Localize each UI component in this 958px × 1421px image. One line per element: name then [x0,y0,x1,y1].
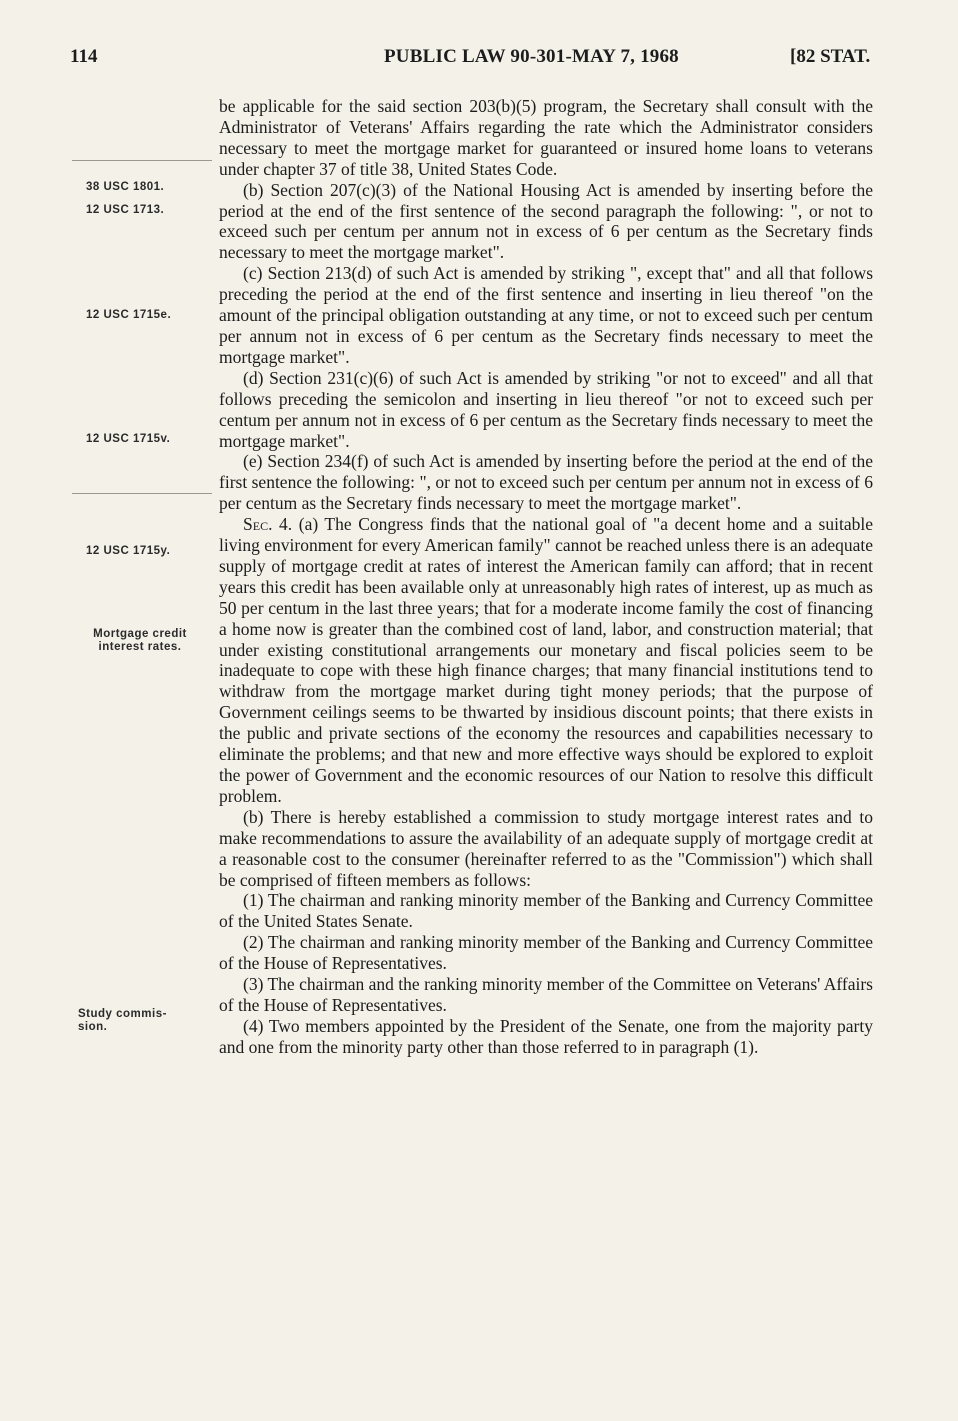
statute-reference: [82 STAT. [790,46,871,67]
margin-citation-38-usc-1801: 38 USC 1801. [86,181,165,193]
margin-rule [72,160,212,161]
statute-body [219,96,873,1058]
section-4-paragraph-b: (b) There is hereby established a commission to study mortgage interest rates and to make recommendations to assure the availability of an adequate supply of mortgage credit at a reasonable cost to the consumer (hereinafter referred to as the "Commission") which shall be comprised of fifteen members as follows: [219,806,873,890]
paragraph-continued: be applicable for the said section 203(b)(5) program, the Secretary shall consult with the Administrator of Veterans' Affairs regarding the rate which the Administrator considers necessary to meet the mortgage market for guaranteed or insured home loans to veterans under chapter 37 of title 38, United States Code. [219,96,873,179]
paragraph-c: (c) Section 213(d) of such Act is amended by striking ", except that" and all that follows preceding the period at the end of the first sentence and inserting in lieu thereof "on the amount of the principal obligation outstanding at any time, or not to exceed such per centum per annum not in excess of 6 per centum as the Secretary finds necessary to meet the mortgage market". [219,263,873,367]
list-item-1: (1) The chairman and ranking minority member of the Banking and Currency Committee of the United States Senate. [219,890,873,932]
section-4a-text: (a) The Congress finds that the national goal of "a decent home and a suitable living environment for every American family" cannot be reached unless there is an adequate supply of mortgage credit at rates of interest the American family can afford; that in recent years this credit has been available only at unreasonably high rates of interest, up as much as 50 per centum in the last three years; that for a moderate income family the cost of financing a home now is greater than the combined cost of land, labor, and construction material; that under existing constitutional arrangements our monetary and fiscal policies seem to be inadequate to cope with these high finance charges; that many financial institutions tend to withdraw from the mortgage market during tight money periods; that the purpose of Government ceilings seems to be thwarted by insidious discount points; that there exists in the public and private sections of the economy the resources and capabilities necessary to eliminate the problems; and that new and more effective ways should be explored to exploit the power of Government and the economic resources of our Nation to resolve this difficult problem. [219,514,873,806]
margin-note-study-commission [78,1008,167,1034]
paragraph-b: (b) Section 207(c)(3) of the National Housing Act is amended by inserting before the period at the end of the first sentence of the second paragraph the following: ", or not to exceed such per centum per annum not in excess of 6 per centum as the Secretary finds necessary to meet the mortgage market". [219,179,873,263]
margin-citation-12-usc-1715e: 12 USC 1715e. [86,309,172,321]
margin-citation-12-usc-1713: 12 USC 1713. [86,204,165,216]
running-head: PUBLIC LAW 90-301-MAY 7, 1968 [384,46,679,67]
page-number: 114 [70,46,98,67]
paragraph-e: (e) Section 234(f) of such Act is amended by inserting before the period at the end of the first sentence the following: ", or not to exceed such per centum per annum not in excess of 6 per centum as the Secretary finds necessary to meet the mortgage market". [219,451,873,514]
margin-note-mortgage-credit [70,628,210,654]
list-item-3: (3) The chairman and the ranking minority member of the Committee on Veterans' Affairs of the House of Representatives. [219,974,873,1015]
margin-note-line: Study commis- [78,1008,167,1020]
list-item-2: (2) The chairman and ranking minority member of the Banking and Currency Committee of the House of Representatives. [219,932,873,974]
section-4-paragraph-a [219,514,873,807]
margin-rule [72,493,212,494]
margin-note-line: sion. [78,1021,108,1033]
list-item-4: (4) Two members appointed by the President of the Senate, one from the majority party and one from the minority party other than those referred to in paragraph (1). [219,1015,873,1057]
margin-note-line: interest rates. [98,641,182,653]
margin-note-line: Mortgage credit [93,628,187,640]
paragraph-d: (d) Section 231(c)(6) of such Act is amended by striking "or not to exceed" and all that follows preceding the semicolon and inserting in lieu thereof "or not to exceed such per centum per annum not in excess of 6 per centum as the Secretary finds necessary to meet the mortgage market". [219,367,873,451]
section-label: Sec. 4. [243,514,293,535]
margin-citation-12-usc-1715y: 12 USC 1715y. [86,545,171,557]
margin-citation-12-usc-1715v: 12 USC 1715v. [86,433,171,445]
